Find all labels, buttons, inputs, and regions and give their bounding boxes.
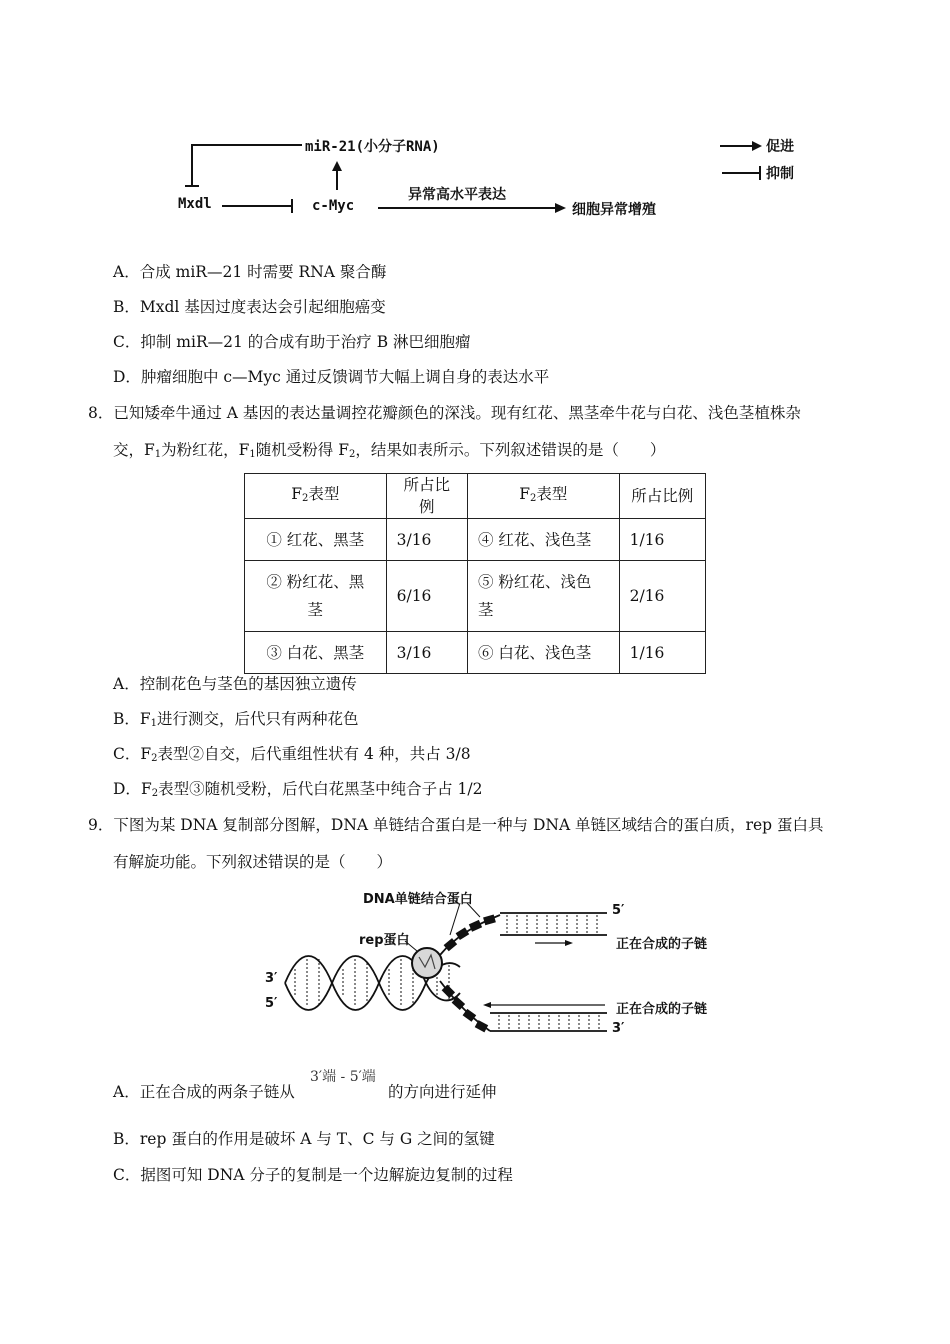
q7-option-b bbox=[113, 297, 386, 317]
table-row bbox=[245, 519, 706, 561]
rep-label: rep蛋白 bbox=[359, 933, 410, 948]
subscript: 1 bbox=[249, 449, 256, 460]
table-header-row bbox=[245, 474, 706, 519]
option-text: 进行测交，后代只有两种花色 bbox=[157, 710, 359, 728]
f2-phenotype-table bbox=[244, 473, 706, 674]
table-cell: 6/16 bbox=[386, 561, 467, 632]
option-text: F bbox=[139, 710, 151, 728]
mxdl-label: Mxdl bbox=[178, 196, 212, 212]
left-bottom-end-label: 5′ bbox=[265, 996, 278, 1011]
question-number: 9． bbox=[88, 816, 114, 834]
daughter-strand-bottom-label: 正在合成的子链 bbox=[616, 1002, 708, 1017]
left-top-end-label: 3′ bbox=[265, 971, 278, 986]
subscript: 2 bbox=[348, 449, 356, 460]
table-cell: ⑥ 白花、浅色茎 bbox=[467, 632, 619, 674]
table-cell: 1/16 bbox=[619, 519, 705, 561]
ssb-label: DNA单链结合蛋白 bbox=[363, 892, 473, 907]
q8-stem-line1 bbox=[88, 403, 801, 423]
q8-stem-line2 bbox=[113, 440, 665, 465]
q9-stem-line1 bbox=[88, 815, 824, 835]
stem-text: 下图为某 DNA 复制部分图解，DNA 单链结合蛋白是一种与 DNA 单链区域结合的蛋白质，rep 蛋白具 bbox=[113, 816, 824, 834]
stem-text: 交，F bbox=[113, 441, 155, 459]
arrow-label: 异常高水平表达 bbox=[408, 187, 506, 203]
table-cell: 1/16 bbox=[619, 632, 705, 674]
option-letter: C． bbox=[113, 1166, 141, 1184]
right-bottom-end-label: 3′ bbox=[612, 1021, 625, 1036]
result-label: 细胞异常增殖 bbox=[572, 202, 656, 218]
legend-inhibit-label: 抑制 bbox=[766, 166, 794, 182]
subscript: 1 bbox=[154, 449, 162, 460]
option-text: rep 蛋白的作用是破坏 A 与 T、C 与 G 之间的氢键 bbox=[139, 1130, 495, 1148]
option-text: 抑制 miR—21 的合成有助于治疗 B 淋巴细胞瘤 bbox=[140, 333, 471, 351]
table-header-cell: 所占比例 bbox=[386, 474, 467, 519]
table-header-cell: $F_2$表型 bbox=[467, 474, 619, 519]
subscript: 1 bbox=[150, 718, 158, 729]
q7-option-c bbox=[113, 332, 471, 352]
stem-text: 已知矮牵牛通过 A 基因的表达量调控花瓣颜色的深浅。现有红花、黑茎牵牛花与白花、浅色茎植株杂 bbox=[113, 404, 801, 422]
daughter-strand-top-label: 正在合成的子链 bbox=[616, 937, 708, 952]
option-letter: D． bbox=[113, 780, 141, 798]
table-cell: 3/16 bbox=[386, 519, 467, 561]
right-top-end-label: 5′ bbox=[612, 903, 625, 918]
dna-replication-diagram bbox=[255, 885, 735, 1045]
q8-option-c bbox=[113, 744, 471, 769]
table-header-cell: $F_2$表型 bbox=[245, 474, 387, 519]
option-letter: B． bbox=[113, 298, 140, 316]
option-text: 的方向进行延伸 bbox=[388, 1083, 497, 1101]
q7-option-d bbox=[113, 367, 549, 387]
stem-text: 为粉红花，F bbox=[161, 441, 250, 459]
option-letter: A． bbox=[113, 1083, 140, 1101]
q9-option-a-direction bbox=[310, 1067, 376, 1087]
option-letter: A． bbox=[113, 675, 140, 693]
option-letter: B． bbox=[113, 710, 140, 728]
table-cell: ② 粉红花、黑 茎 bbox=[245, 561, 387, 632]
dna-replication-diagram-art bbox=[255, 885, 735, 1045]
q8-option-a bbox=[113, 674, 357, 694]
mirna-label: miR-21(小分子RNA) bbox=[305, 139, 440, 155]
stem-text: ，结果如表所示。下列叙述错误的是（ ） bbox=[355, 441, 666, 459]
table-cell: ④ 红花、浅色茎 bbox=[467, 519, 619, 561]
q9-option-b bbox=[113, 1129, 495, 1149]
q8-option-b bbox=[113, 709, 359, 734]
q9-option-a-tail bbox=[388, 1082, 497, 1102]
option-letter: A． bbox=[113, 263, 140, 281]
stem-text: 随机受粉得 F bbox=[255, 441, 349, 459]
table-cell: 3/16 bbox=[386, 632, 467, 674]
q9-stem-line2 bbox=[113, 852, 392, 872]
direction-text: 3′端 - 5′端 bbox=[310, 1069, 376, 1085]
table-header-cell: 所占比例 bbox=[619, 474, 705, 519]
subscript: 2 bbox=[151, 753, 158, 764]
regulation-diagram-lines bbox=[170, 128, 810, 228]
option-text: 合成 miR—21 时需要 RNA 聚合酶 bbox=[139, 263, 387, 281]
q9-option-a bbox=[113, 1082, 295, 1102]
option-text: F bbox=[140, 780, 152, 798]
table-cell: ③ 白花、黑茎 bbox=[245, 632, 387, 674]
q8-option-d bbox=[113, 779, 482, 804]
option-text: F bbox=[140, 745, 152, 763]
table-cell: ⑤ 粉红花、浅色 茎 bbox=[467, 561, 619, 632]
subscript: 2 bbox=[151, 788, 159, 799]
table-cell: 2/16 bbox=[619, 561, 705, 632]
legend-promote-label: 促进 bbox=[766, 139, 794, 155]
stem-text: 有解旋功能。下列叙述错误的是（ ） bbox=[113, 853, 393, 871]
q9-option-c bbox=[113, 1165, 513, 1185]
option-text: 据图可知 DNA 分子的复制是一个边解旋边复制的过程 bbox=[140, 1166, 513, 1184]
option-letter: C． bbox=[113, 333, 141, 351]
option-text: 表型②自交，后代重组性状有 4 种，共占 3/8 bbox=[157, 745, 471, 763]
question-number: 8． bbox=[88, 404, 114, 422]
table-row bbox=[245, 561, 706, 632]
regulation-diagram bbox=[170, 128, 810, 228]
option-letter: D． bbox=[113, 368, 141, 386]
option-letter: C． bbox=[113, 745, 141, 763]
table-cell: ① 红花、黑茎 bbox=[245, 519, 387, 561]
cmyc-label: c-Myc bbox=[312, 198, 355, 214]
option-text: 肿瘤细胞中 c—Myc 通过反馈调节大幅上调自身的表达水平 bbox=[140, 368, 550, 386]
option-text: 正在合成的两条子链从 bbox=[139, 1083, 295, 1101]
option-text: 控制花色与茎色的基因独立遗传 bbox=[139, 675, 357, 693]
option-letter: B． bbox=[113, 1130, 140, 1148]
option-text: 表型③随机受粉，后代白花黑茎中纯合子占 1/2 bbox=[158, 780, 483, 798]
q7-option-a bbox=[113, 262, 386, 282]
table-row bbox=[245, 632, 706, 674]
option-text: Mxdl 基因过度表达会引起细胞癌变 bbox=[139, 298, 386, 316]
